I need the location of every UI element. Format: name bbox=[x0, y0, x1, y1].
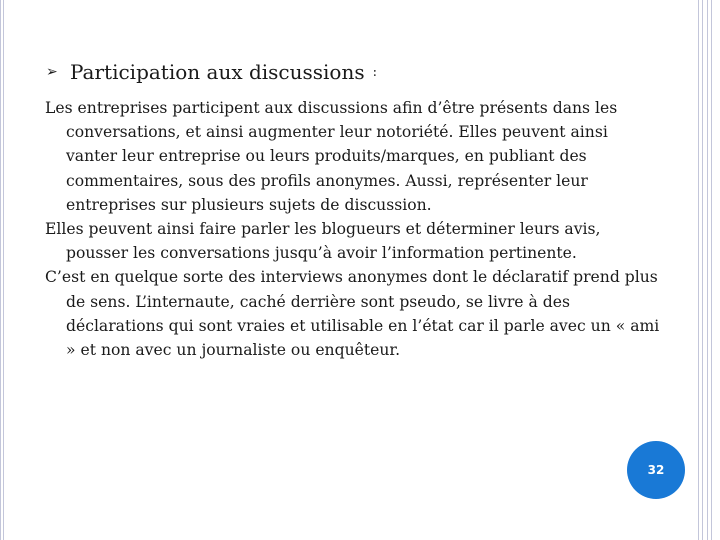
slide-frame-right bbox=[690, 0, 720, 540]
page-number: 32 bbox=[647, 463, 665, 477]
page-number-badge bbox=[627, 441, 685, 499]
paragraph: Elles peuvent ainsi faire parler les blogueurs et déterminer leurs avis, pousser les conversations jusqu’à avoir l’information pertinente. bbox=[45, 220, 601, 263]
paragraph: C’est en quelque sorte des interviews anonymes dont le déclaratif prend plus de sens. L’internaute, caché derrière sont pseudo, se livre à des déclarations qui sont vraies et utilisable en l’état car il parle avec un « ami » et non avec un journaliste ou enquêteur. bbox=[45, 268, 660, 360]
slide-body bbox=[45, 96, 660, 362]
slide-frame-left bbox=[0, 0, 7, 540]
heading-colon: : bbox=[372, 64, 377, 80]
slide-heading bbox=[46, 60, 377, 84]
heading-text: Participation aux discussions bbox=[70, 60, 365, 84]
paragraph: Les entreprises participent aux discussions afin d’être présents dans les conversations, et ainsi augmenter leur notoriété. Elles peuvent ainsi vanter leur entreprise ou leurs produits/marques, en publiant des commentaires, sous des profils anonymes. Aussi, représenter leur entreprises sur plusieurs sujets de discussion. bbox=[45, 99, 618, 214]
arrowhead-bullet-icon: ➢ bbox=[46, 64, 58, 80]
